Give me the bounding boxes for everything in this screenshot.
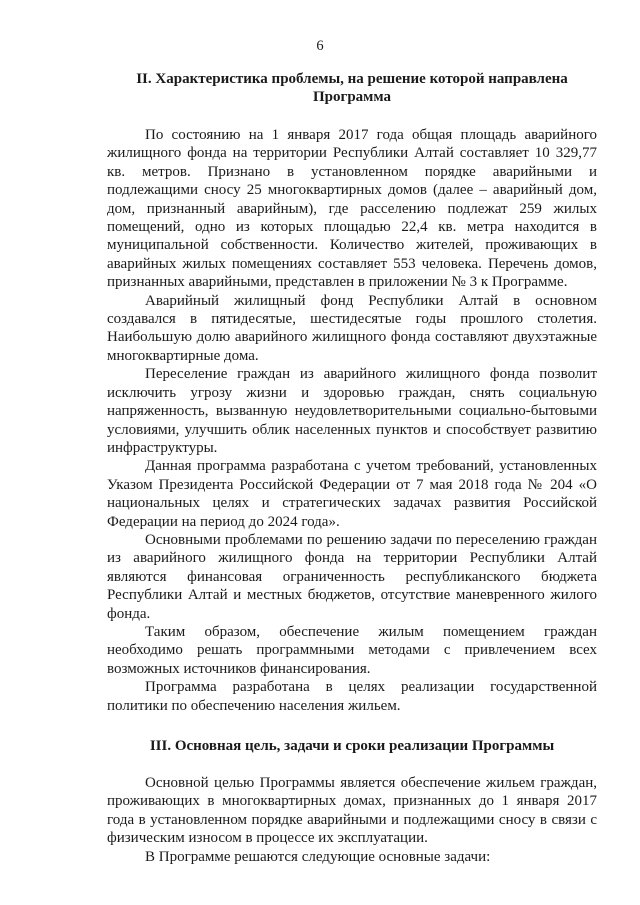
paragraph: Аварийный жилищный фонд Республики Алтай в основном создавался в пятидесятые, шестидесятые годы прошлого столетия. Наибольшую долю аварийного жилищного фонда составляют двухэтажные многоквартирные дома. [107,292,597,364]
paragraph: Программа разработана в целях реализации государственной политики по обеспечению населения жильем. [107,679,597,714]
paragraph: Переселение граждан из аварийного жилищного фонда позволит исключить угрозу жизни и здоровью граждан, снять социальную напряженность, вызванную неудовлетворительными социально-бытовыми условиями, улучшить облик населенных пунктов и способствует развитию инфраструктуры. [107,366,597,456]
paragraph: В Программе решаются следующие основные задачи: [145,848,491,865]
paragraph: Таким образом, обеспечение жилым помещением граждан необходимо решать программными методами с привлечением всех возможных источников финансирования. [107,623,597,677]
paragraph: Данная программа разработана с учетом требований, установленных Указом Президента Российской Федерации от 7 мая 2018 года № 204 «О национальных целях и стратегических задачах развития Российской Федерации на период до 2024 года». [107,458,597,530]
section-heading-goals-and-tasks: III. Основная цель, задачи и сроки реализации Программы [149,738,555,754]
paragraph: По состоянию на 1 января 2017 года общая площадь аварийного жилищного фонда на территории Республики Алтай составляет 10 329,77 кв. метров. Признано в установленном порядке аварийными и подлежащими сносу 25 многоквартирных домов (далее – аварийный дом, дом, признанный аварийным), где расселению подлежат 259 жилых помещений, одно из которых площадью 22,4 кв. метра находится в муниципальной собственности. Количество жителей, проживающих в аварийных жилых помещениях составляет 553 человека. Перечень домов, признанных аварийными, представлен в приложении № 3 к Программе. [107,127,597,291]
page-number: 6 [316,38,324,54]
section-heading-problem-characteristics: II. Характеристика проблемы, на решение которой направлена Программа [136,71,568,105]
paragraph: Основными проблемами по решению задачи по переселению граждан из аварийного жилищного фонда на территории Республики Алтай являются финансовая ограниченность республиканского бюджета Республики Алтай и местных бюджетов, отсутствие маневренного жилого фонда. [107,531,597,622]
paragraph: Основной целью Программы является обеспечение жильем граждан, проживающих в многоквартирных домах, признанных до 1 января 2017 года в установленном порядке аварийными и подлежащими сносу в связи с физическим износом в процессе их эксплуатации. [107,775,597,847]
page-content [107,70,597,866]
